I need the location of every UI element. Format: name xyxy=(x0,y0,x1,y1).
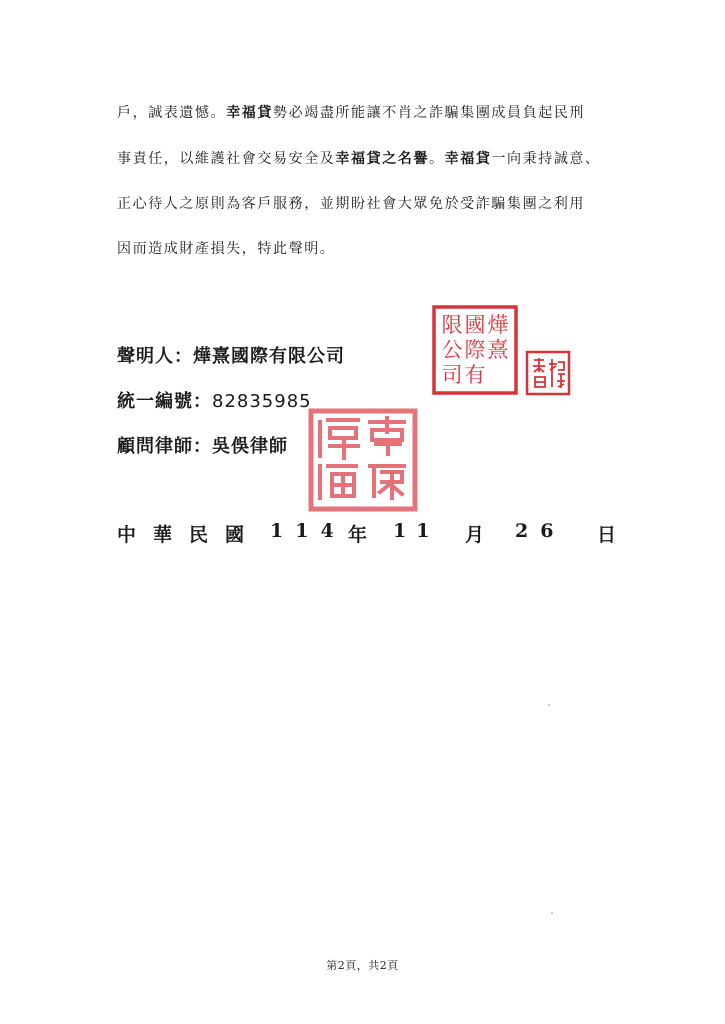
svg-text:有: 有 xyxy=(464,363,486,387)
company-seal xyxy=(432,305,518,395)
svg-text:際: 際 xyxy=(464,338,486,362)
paragraph-text: 。 xyxy=(429,151,445,167)
personal-seal xyxy=(525,350,571,396)
date-year: 114 xyxy=(270,520,346,542)
brand-name-text: 幸福貸 xyxy=(226,105,274,121)
counsel-value: 吳俁律師 xyxy=(212,436,288,457)
declarant-row xyxy=(117,345,345,369)
paragraph-line-2 xyxy=(117,149,637,169)
svg-text:燁: 燁 xyxy=(487,313,509,337)
declarant-label: 聲明人： xyxy=(117,346,193,367)
tax-id-label: 統一編號： xyxy=(117,391,212,412)
date-month-unit: 月 xyxy=(465,524,485,546)
date-era: 中華民國 xyxy=(117,524,262,546)
date-month: 11 xyxy=(393,520,440,542)
page-number-footer: 第2頁，共2頁 xyxy=(326,959,399,972)
paragraph-text: 戶，誠表遺憾。 xyxy=(117,105,227,121)
date-day-unit: 日 xyxy=(597,524,617,546)
declarant-value: 燁熹國際有限公司 xyxy=(193,346,345,367)
tax-id-value: 82835985 xyxy=(212,391,312,412)
paragraph-line-1 xyxy=(117,103,637,123)
scan-speck xyxy=(548,704,550,706)
paragraph-text: 事責任，以維護社會交易安全及 xyxy=(117,151,336,167)
date-day: 26 xyxy=(515,520,566,542)
date-year-unit: 年 xyxy=(348,524,368,546)
scan-speck xyxy=(551,912,553,914)
brand-reputation-text: 幸福貸之名譽 xyxy=(335,151,430,167)
paragraph-line-4: 因而造成財產損失，特此聲明。 xyxy=(117,241,336,257)
tax-id-row xyxy=(117,390,312,414)
brand-name-text: 幸福貸 xyxy=(444,151,492,167)
lawyer-seal xyxy=(308,408,418,512)
paragraph-text: 一向秉持誠意、 xyxy=(491,151,601,167)
counsel-row xyxy=(117,435,288,459)
svg-text:熹: 熹 xyxy=(487,338,509,362)
svg-text:司: 司 xyxy=(441,363,463,387)
svg-text:限: 限 xyxy=(441,313,463,337)
svg-text:公: 公 xyxy=(441,338,463,362)
paragraph-line-3: 正心待人之原則為客戶服務，並期盼社會大眾免於受詐騙集團之利用 xyxy=(117,196,585,212)
counsel-label: 顧問律師： xyxy=(117,436,212,457)
date-line xyxy=(117,520,617,546)
paragraph-text: 勢必竭盡所能讓不肖之詐騙集團成員負起民刑 xyxy=(273,105,586,121)
svg-text:國: 國 xyxy=(464,313,486,337)
